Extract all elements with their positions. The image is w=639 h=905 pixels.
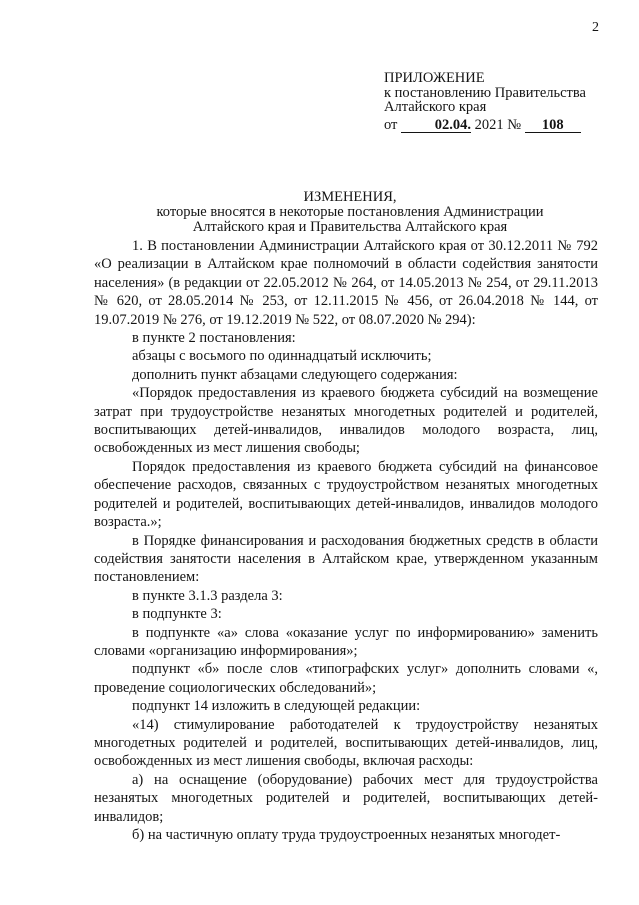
paragraph: подпункт «б» после слов «типографских услуг» дополнить словами «, проведение социологических обследований»; — [94, 661, 598, 696]
document-title — [90, 190, 610, 235]
paragraph: Порядок предоставления из краевого бюджета субсидий на финансовое обеспечение расходов, связанных с трудоустройством незанятых многодетных родителей и родителей, воспитывающих детей-инвалидов, инвалидов молодого возраста.»; — [94, 458, 598, 531]
paragraph: 1. В постановлении Администрации Алтайского края от 30.12.2011 № 792 «О реализации в Алтайском крае полномочий в области содействия занятости населения» (в редакции от 22.05.2012 № 264, от 14.05.2013 № 254, от 29.11.2013 № 620, от 28.05.2014 № 253, от 12.11.2015 № 456, от 26.04.2018 № 144, от 19.07.2019 № 276, от 19.12.2019 № 522, от 08.07.2020 № 294): — [94, 238, 598, 328]
decree-date: 02.04. — [401, 118, 471, 133]
paragraph: в пункте 3.1.3 раздела 3: — [132, 587, 283, 604]
paragraph: подпункт 14 изложить в следующей редакции: — [132, 698, 421, 715]
paragraph: б) на частичную оплату труда трудоустроенных незанятых многодет- — [132, 827, 561, 843]
appendix-heading: ПРИЛОЖЕНИЕ — [384, 70, 485, 86]
paragraph: в пункте 2 постановления: — [132, 330, 296, 347]
paragraph: дополнить пункт абзацами следующего содержания: — [132, 366, 458, 383]
document-body — [94, 237, 598, 844]
page-number: 2 — [592, 20, 599, 35]
appendix-line-1: к постановлению Правительства — [384, 84, 586, 101]
year-label: 2021 № — [474, 116, 522, 133]
from-label: от — [384, 116, 398, 133]
paragraph: в подпункте 3: — [132, 606, 222, 623]
title-subtitle-1: которые вносятся в некоторые постановления Администрации — [156, 204, 544, 220]
paragraph: а) на оснащение (оборудование) рабочих мест для трудоустройства незанятых многодетных родителей и родителей, воспитывающих детей-инвалидов; — [94, 771, 598, 825]
appendix-date-row — [384, 118, 586, 133]
paragraph: «14) стимулирование работодателей к трудоустройству незанятых многодетных родителей и родителей, воспитывающих детей-инвалидов, лиц, освобожденных из мест лишения свободы, включая расходы: — [94, 716, 598, 770]
paragraph: абзацы с восьмого по одиннадцатый исключить; — [132, 348, 432, 365]
title-subtitle-2: Алтайского края и Правительства Алтайского края — [192, 219, 508, 235]
paragraph: в Порядке финансирования и расходования бюджетных средств в области содействия занятости населения в Алтайском крае, утвержденном указанным постановлением: — [94, 532, 598, 586]
title-heading: ИЗМЕНЕНИЯ, — [303, 189, 397, 205]
appendix-line-2: Алтайского края — [384, 99, 487, 115]
appendix-block — [384, 71, 586, 133]
paragraph: в подпункте «а» слова «оказание услуг по информированию» заменить словами «организацию информирования»; — [94, 624, 598, 659]
decree-number: 108 — [525, 118, 581, 133]
paragraph: «Порядок предоставления из краевого бюджета субсидий на возмещение затрат при трудоустройстве незанятых многодетных родителей и родителей, воспитывающих детей-инвалидов, инвалидов молодого возраста, лиц, освобожденных из мест лишения свободы; — [94, 385, 598, 457]
